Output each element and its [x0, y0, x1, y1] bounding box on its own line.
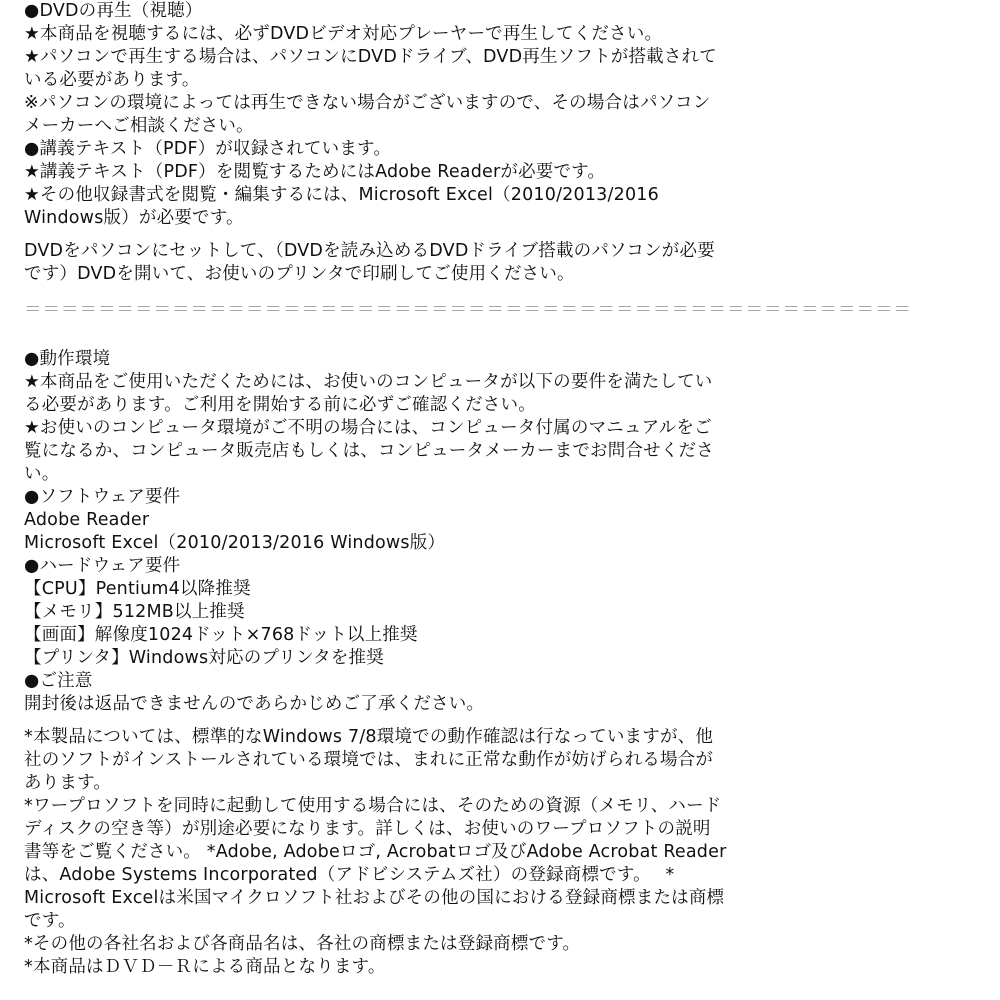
note-line: あります。 — [24, 773, 112, 793]
playback-line: ★本商品を視聴するには、必ずDVDビデオ対応プレーヤーで再生してください。 — [24, 24, 663, 44]
environment-heading: ●動作環境 — [24, 349, 111, 369]
hardware-item: 【プリンタ】Windows対応のプリンタを推奨 — [24, 648, 384, 668]
hardware-item: 【メモリ】512MB以上推奨 — [24, 602, 245, 622]
product-notes-document — [24, 0, 1000, 979]
hardware-item: 【画面】解像度1024ドット×768ドット以上推奨 — [24, 625, 418, 645]
playback-line: ★講義テキスト（PDF）を閲覧するためにはAdobe Readerが必要です。 — [24, 162, 606, 182]
notes-section — [24, 726, 1000, 979]
note-line: Microsoft Excelは米国マイクロソフト社およびその他の国における登録商標または商標 — [24, 888, 725, 908]
note-line: *本商品はＤＶＤ－Ｒによる商品となります。 — [24, 957, 386, 977]
software-item: Microsoft Excel（2010/2013/2016 Windows版） — [24, 533, 446, 553]
note-line: *本製品については、標準的なWindows 7/8環境での動作確認は行なっていますが、他 — [24, 727, 714, 747]
environment-section — [24, 348, 1000, 716]
note-line: *その他の各社名および各商品名は、各社の商標または登録商標です。 — [24, 934, 581, 954]
instructions-section — [24, 240, 1000, 286]
playback-line: ★その他収録書式を閲覧・編集するには、Microsoft Excel（2010/2013/2016 — [24, 185, 659, 205]
environment-line: 覧になるか、コンピュータ販売店もしくは、コンピュータメーカーまでお問合せくださ — [24, 441, 714, 461]
environment-line: ★お使いのコンピュータ環境がご不明の場合には、コンピュータ付属のマニュアルをご — [24, 418, 712, 438]
software-requirements-heading: ●ソフトウェア要件 — [24, 487, 181, 507]
caution-text: 開封後は返品できませんのであらかじめご了承ください。 — [24, 694, 485, 714]
note-line: は、Adobe Systems Incorporated（アドビシステムズ社）の登録商標です。 * — [24, 865, 675, 885]
playback-heading: ●DVDの再生（視聴） — [24, 1, 203, 21]
note-line: ディスクの空き等）が別途必要になります。詳しくは、お使いのワープロソフトの説明 — [24, 819, 711, 839]
note-line: 書等をご覧ください。 *Adobe, Adobeロゴ, Acrobatロゴ及びAdobe Acrobat Reader — [24, 842, 727, 862]
playback-line: Windows版）が必要です。 — [24, 208, 244, 228]
playback-line: メーカーへご相談ください。 — [24, 116, 254, 136]
pdf-heading: ●講義テキスト（PDF）が収録されています。 — [24, 139, 392, 159]
instruction-line: です）DVDを開いて、お使いのプリンタで印刷してご使用ください。 — [24, 264, 575, 284]
playback-line: ※パソコンの環境によっては再生できない場合がございますので、その場合はパソコン — [24, 93, 711, 113]
hardware-item: 【CPU】Pentium4以降推奨 — [24, 579, 251, 599]
note-line: *ワープロソフトを同時に起動して使用する場合には、そのための資源（メモリ、ハード — [24, 796, 722, 816]
caution-heading: ●ご注意 — [24, 671, 93, 691]
playback-section — [24, 0, 1000, 230]
note-line: です。 — [24, 911, 76, 931]
hardware-requirements-heading: ●ハードウェア要件 — [24, 556, 181, 576]
environment-line: ★本商品をご使用いただくためには、お使いのコンピュータが以下の要件を満たしてい — [24, 372, 713, 392]
playback-line: ★パソコンで再生する場合は、パソコンにDVDドライブ、DVD再生ソフトが搭載されて — [24, 47, 717, 67]
section-separator: ＝＝＝＝＝＝＝＝＝＝＝＝＝＝＝＝＝＝＝＝＝＝＝＝＝＝＝＝＝＝＝＝＝＝＝＝＝＝＝＝＝＝＝＝＝＝＝＝ — [24, 300, 912, 320]
instruction-line: DVDをパソコンにセットして、（DVDを読み込めるDVDドライブ搭載のパソコンが必要 — [24, 241, 715, 261]
environment-line: る必要があります。ご利用を開始する前に必ずご確認ください。 — [24, 395, 536, 415]
software-item: Adobe Reader — [24, 510, 150, 530]
playback-line: いる必要があります。 — [24, 70, 200, 90]
environment-line: い。 — [24, 464, 60, 484]
note-line: 社のソフトがインストールされている環境では、まれに正常な動作が妨げられる場合が — [24, 750, 714, 770]
